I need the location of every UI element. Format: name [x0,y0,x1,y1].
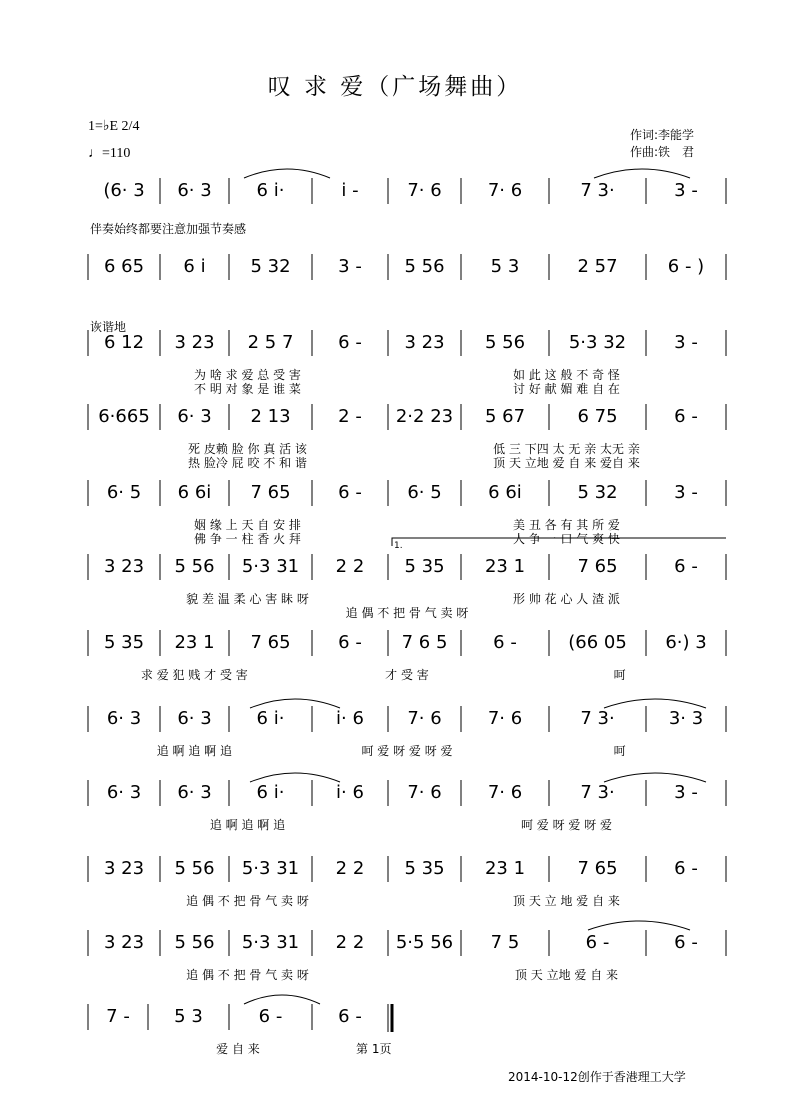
lyric-line: 追 偶 不 把 骨 气 卖 呀 [186,968,309,982]
measure: 3· 3 [668,708,704,729]
lyricist: 作词:李能学 [630,128,695,142]
lyric-line: 死 皮赖 脸 你 真 活 该 [188,442,307,456]
measure: 7· 6 [487,708,523,729]
composer: 作曲:铁 君 [630,145,695,159]
measure: 7 65 [577,556,618,577]
measure: 23 1 [484,556,526,577]
measure: 3 - [674,180,698,201]
measure: 3 - [674,332,698,353]
lyric-line: 美 丑 各 有 其 所 爱 [513,518,620,532]
lyric-line: 才 受 害 [385,668,429,682]
lyric-line: 呵 [613,744,626,758]
measure: 7 3· [580,180,615,201]
measure: 5 56 [404,256,445,277]
measure: 6 75 [577,406,618,427]
measure: 2 2 [335,858,365,879]
measure: 7 - [106,1006,130,1027]
measure: 6· 3 [177,708,212,729]
lyric-line: 顶 天 立 地 爱 自 来 [513,894,620,908]
measure: 6 6i [177,482,212,503]
accompaniment-note: 伴奏始终都要注意加强节奏感 [90,222,247,236]
slur [250,699,340,708]
measure: 5·3 31 [241,556,300,577]
measure: (6· 3 [103,180,145,201]
measure: i· 6 [336,708,364,729]
measure: 3 23 [103,858,145,879]
measure: 7 5 [490,932,520,953]
measure: 6 - [493,632,517,653]
slur [604,773,706,782]
slur [244,995,320,1004]
lyric-line: 如 此 这 般 不 奇 怪 [513,368,620,382]
measure: 6 - [258,1006,283,1027]
measure: 7 65 [250,632,291,653]
lyric-line: 呵 爱 呀 爱 呀 爱 [361,744,453,758]
measure: 5 35 [404,858,445,879]
measure: 6· 5 [407,482,442,503]
measure: 6 i· [256,708,285,729]
lyric-line: 追 啊 追 啊 追 [156,744,232,758]
measure: 7· 6 [407,708,442,729]
expression-note: 诙谐地 [90,320,127,334]
measure: 7 6 5 [401,632,448,653]
measure: 6 - [674,858,698,879]
measure: 7 65 [577,858,618,879]
measure: 6 - [338,1006,362,1027]
measure: 2·2 23 [395,406,454,427]
key-signature: 1=♭E 2/4 [88,119,140,134]
lyric-line: 不 明 对 象 是 谁 菜 [194,382,301,396]
lyric-line: 貌 差 温 柔 心 害 眛 呀 [186,592,309,606]
measure: 5·5 56 [395,932,454,953]
measure: 2 57 [577,256,618,277]
measure: 7· 6 [407,180,442,201]
measure: 6 12 [103,332,145,353]
measure: 5 56 [174,932,215,953]
measure: 5 56 [484,332,526,353]
measure: 2 - [338,406,362,427]
measure: 6 i [183,256,206,277]
measure: 5·3 32 [568,332,627,353]
measure: 5·3 31 [241,932,300,953]
lyric-line: 呵 爱 呀 爱 呀 爱 [520,818,613,832]
measure: 5·3 31 [241,858,300,879]
measure: 7 3· [580,782,615,803]
measure: 5 32 [577,482,618,503]
measure: 7 65 [250,482,291,503]
lyric-line: 顶 天 立地 爱 自 来 爱自 来 [493,456,640,470]
measure: 6 - ) [667,256,705,277]
lyric-line: 求 爱 犯 贱 才 受 害 [140,668,248,682]
measure: 3 - [674,482,698,503]
measure: 2 2 [335,556,365,577]
measure: 6· 5 [106,482,142,503]
measure: 5 35 [103,632,145,653]
lyric-line: 讨 好 献 媚 难 自 在 [513,382,620,396]
measure: 3 23 [404,332,445,353]
slur [604,699,706,708]
measure: 2 2 [335,932,365,953]
lyric-line: 追 偶 不 把 骨 气 卖 呀 [186,894,309,908]
tempo-marking: ♩=110 [88,146,131,161]
measure: 6 6i [488,482,522,503]
lyric-line: 低 三 下四 太 无 亲 太无 亲 [493,442,640,456]
measure: 6· 3 [106,708,142,729]
measure: 6·) 3 [665,632,707,653]
measure: 5 32 [250,256,291,277]
page-number: 第 1页 [356,1042,392,1056]
measure: 5 3 [490,256,520,277]
measure: 6 - [585,932,610,953]
measure: 6 - [338,482,362,503]
lyric-line: 人 争 一 口 气 爽 快 [513,532,620,546]
measure: 6 i· [256,782,285,803]
measure: 5 3 [174,1006,203,1027]
measure: 3 - [674,782,698,803]
measure: 6 - [674,556,698,577]
measure: 6 65 [103,256,145,277]
lyric-line: 顶 天 立地 爱 自 来 [514,968,619,982]
measure: 3 23 [103,932,145,953]
measure: 5 56 [174,556,215,577]
measure: 2 5 7 [247,332,294,353]
measure: 6·665 [98,406,150,427]
measure: 3 23 [174,332,215,353]
measure: 3 - [338,256,362,277]
lyric-line: 形 帅 花 心 人 渣 派 [513,592,620,606]
measure: 5 67 [484,406,526,427]
measure: 5 56 [174,858,215,879]
measure: 6· 3 [177,180,212,201]
measure: 2 13 [250,406,291,427]
lyric-line: 呵 [613,668,626,682]
lyric-line: 为 啥 求 爱 总 受 害 [194,368,301,382]
slur [244,169,330,178]
measure: 6· 3 [177,406,212,427]
measure: 7· 6 [487,782,523,803]
measure: (66 05 [568,632,627,653]
lyric-line: 热 脸冷 屁 咬 不 和 谐 [188,456,307,470]
score-title: 叹 求 爱（广场舞曲） [267,74,523,100]
lyric-line: 爱 自 来 [216,1042,260,1056]
lyric-line: 姻 缘 上 天 自 安 排 [194,518,301,532]
measure: 7· 6 [407,782,442,803]
measure: 6 - [674,932,698,953]
lyric-line: 追 偶 不 把 骨 气 卖 呀 [345,606,469,620]
measure: i - [341,180,359,201]
measure: 6· 3 [177,782,212,803]
slur [250,773,340,782]
measure: 5 35 [404,556,445,577]
measure: 3 23 [103,556,145,577]
creation-note: 2014-10-12创作于香港理工大学 [508,1070,686,1084]
slur [594,169,690,178]
measure: 23 1 [484,858,526,879]
lyric-line: 佛 争 一 柱 香 火 拜 [194,532,301,546]
volta-label: 1. [394,541,403,551]
measure: 6 i· [256,180,285,201]
measure: i· 6 [336,782,364,803]
measure: 6 - [338,632,362,653]
measure: 23 1 [174,632,215,653]
slur [588,921,690,930]
measure: 6 - [338,332,362,353]
measure: 7· 6 [487,180,523,201]
measure: 7 3· [580,708,615,729]
measure: 6 - [674,406,698,427]
measure: 6· 3 [106,782,142,803]
lyric-line: 追 啊 追 啊 追 [209,818,286,832]
